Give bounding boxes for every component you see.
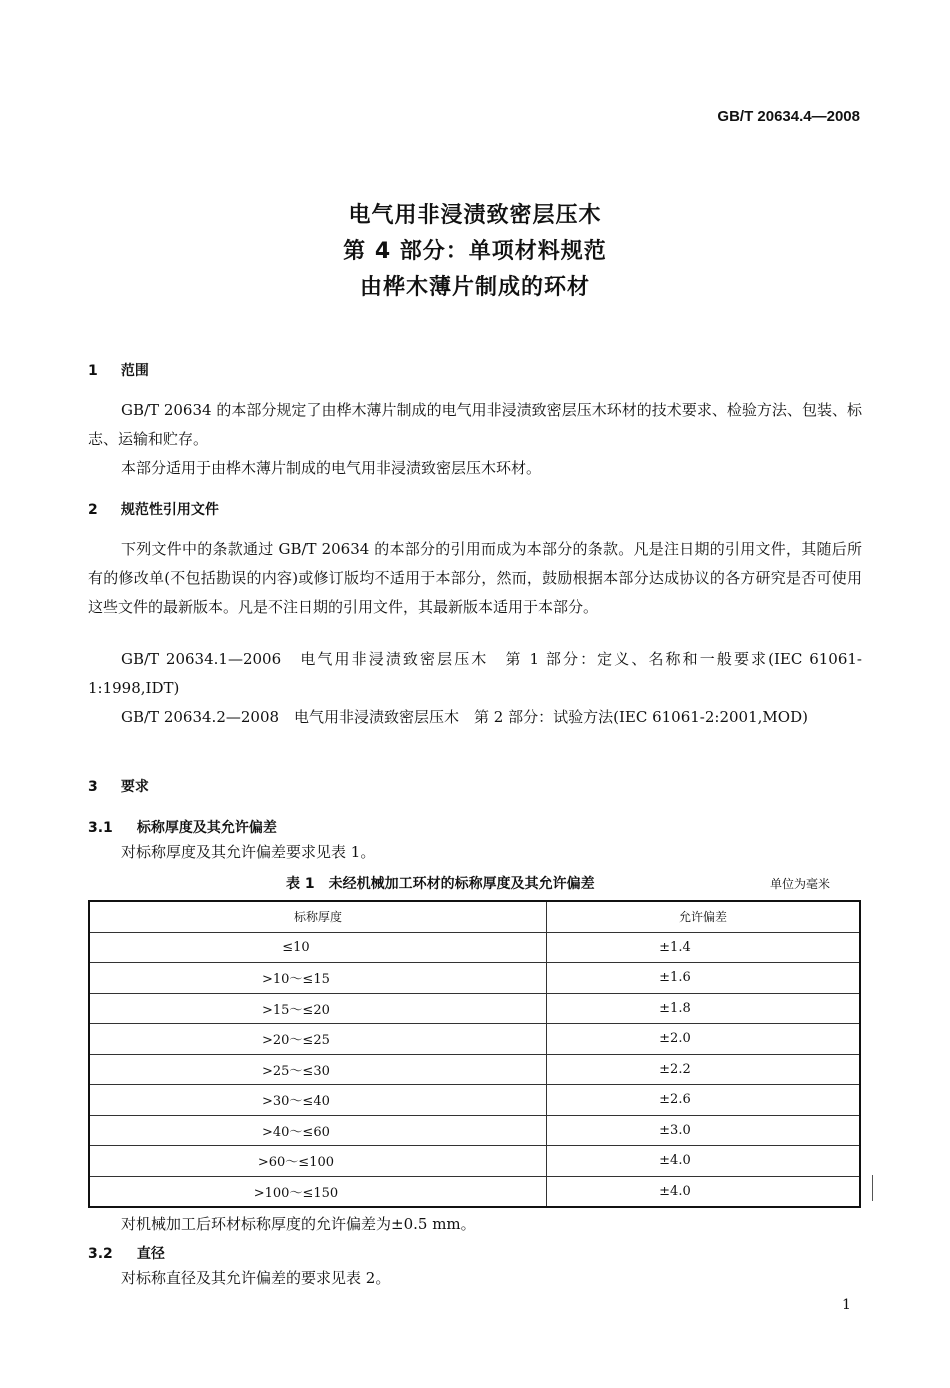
- header-nominal-thickness: 标称厚度: [89, 901, 546, 932]
- table-1-unit: 单位为毫米: [770, 877, 831, 891]
- table-row: [89, 1054, 860, 1085]
- section-1-heading: [88, 360, 149, 380]
- margin-mark: [872, 1175, 873, 1201]
- section-3-2-intro: 对标称直径及其允许偏差的要求见表 2。: [121, 1269, 391, 1287]
- table-row: [89, 932, 860, 963]
- nominal-thickness-cell: >20～≤25: [89, 1024, 546, 1055]
- tolerance-cell: ±4.0: [546, 1176, 860, 1207]
- table-row: [89, 1085, 860, 1116]
- section-3-1-note: 对机械加工后环材标称厚度的允许偏差为±0.5 mm。: [121, 1215, 476, 1233]
- section-2-number: 2: [88, 502, 98, 518]
- tolerance-cell: ±2.2: [546, 1054, 860, 1085]
- title-line-1: 电气用非浸渍致密层压木: [348, 203, 602, 228]
- header-tolerance: 允许偏差: [546, 901, 860, 932]
- table-1-title: 未经机械加工环材的标称厚度及其允许偏差: [328, 876, 595, 892]
- table-row: [89, 1115, 860, 1146]
- normative-reference-1: GB/T 20634.1—2006 电气用非浸渍致密层压木 第 1 部分：定义、名称和一般要求(IEC 61061-1:1998,IDT): [88, 650, 862, 697]
- page-number: 1: [842, 1297, 851, 1313]
- table-row: [89, 1176, 860, 1207]
- tolerance-cell: ±2.0: [546, 1024, 860, 1055]
- section-3-1-heading: [88, 817, 277, 837]
- section-3-number: 3: [88, 779, 98, 795]
- table-1-caption: [286, 873, 595, 893]
- section-3-heading: [88, 776, 149, 796]
- section-3-2-number: 3.2: [88, 1246, 113, 1262]
- section-3-1-title: 标称厚度及其允许偏差: [136, 820, 277, 836]
- section-3-1-number: 3.1: [88, 820, 113, 836]
- table-row: [89, 963, 860, 994]
- table-row: [89, 993, 860, 1024]
- title-line-3: 由桦木薄片制成的环材: [359, 275, 590, 300]
- table-header-row: [89, 901, 860, 932]
- section-2-heading: [88, 499, 219, 519]
- section-1-paragraph-1: GB/T 20634 的本部分规定了由桦木薄片制成的电气用非浸渍致密层压木环材的技术要求、检验方法、包装、标志、运输和贮存。: [88, 401, 862, 448]
- section-3-1-intro: 对标称厚度及其允许偏差要求见表 1。: [121, 843, 376, 861]
- nominal-thickness-cell: >15～≤20: [89, 993, 546, 1024]
- nominal-thickness-cell: >60～≤100: [89, 1146, 546, 1177]
- section-3-title: 要求: [120, 779, 149, 795]
- nominal-thickness-cell: >25～≤30: [89, 1054, 546, 1085]
- tolerance-cell: ±1.8: [546, 993, 860, 1024]
- title-line-2: 第 4 部分：单项材料规范: [343, 239, 607, 264]
- nominal-thickness-cell: >10～≤15: [89, 963, 546, 994]
- nominal-thickness-cell: >30～≤40: [89, 1085, 546, 1116]
- tolerance-table: [88, 900, 861, 1208]
- nominal-thickness-cell: >40～≤60: [89, 1115, 546, 1146]
- nominal-thickness-cell: ≤10: [89, 932, 546, 963]
- tolerance-cell: ±1.4: [546, 932, 860, 963]
- standard-code: GB/T 20634.4—2008: [717, 108, 860, 125]
- table-1-number: 表 1: [286, 876, 315, 892]
- tolerance-cell: ±1.6: [546, 963, 860, 994]
- table-row: [89, 1146, 860, 1177]
- tolerance-cell: ±2.6: [546, 1085, 860, 1116]
- section-3-2-heading: [88, 1243, 165, 1263]
- section-2-title: 规范性引用文件: [120, 502, 219, 518]
- tolerance-cell: ±4.0: [546, 1146, 860, 1177]
- section-1-title: 范围: [120, 363, 149, 379]
- nominal-thickness-cell: >100～≤150: [89, 1176, 546, 1207]
- tolerance-cell: ±3.0: [546, 1115, 860, 1146]
- section-1-paragraph-2: 本部分适用于由桦木薄片制成的电气用非浸渍致密层压木环材。: [121, 459, 542, 477]
- table-row: [89, 1024, 860, 1055]
- section-2-paragraph: 下列文件中的条款通过 GB/T 20634 的本部分的引用而成为本部分的条款。凡是注日期的引用文件，其随后所有的修改单(不包括勘误的内容)或修订版均不适用于本部分，然而，鼓励根据本部分达成协议的各方研究是否可使用这些文件的最新版本。凡是不注日期的引用文件，其最新版本适用于本部分。: [88, 540, 862, 616]
- section-1-number: 1: [88, 363, 98, 379]
- section-3-2-title: 直径: [136, 1246, 165, 1262]
- normative-reference-2: GB/T 20634.2—2008 电气用非浸渍致密层压木 第 2 部分：试验方法(IEC 61061-2:2001,MOD): [121, 708, 808, 726]
